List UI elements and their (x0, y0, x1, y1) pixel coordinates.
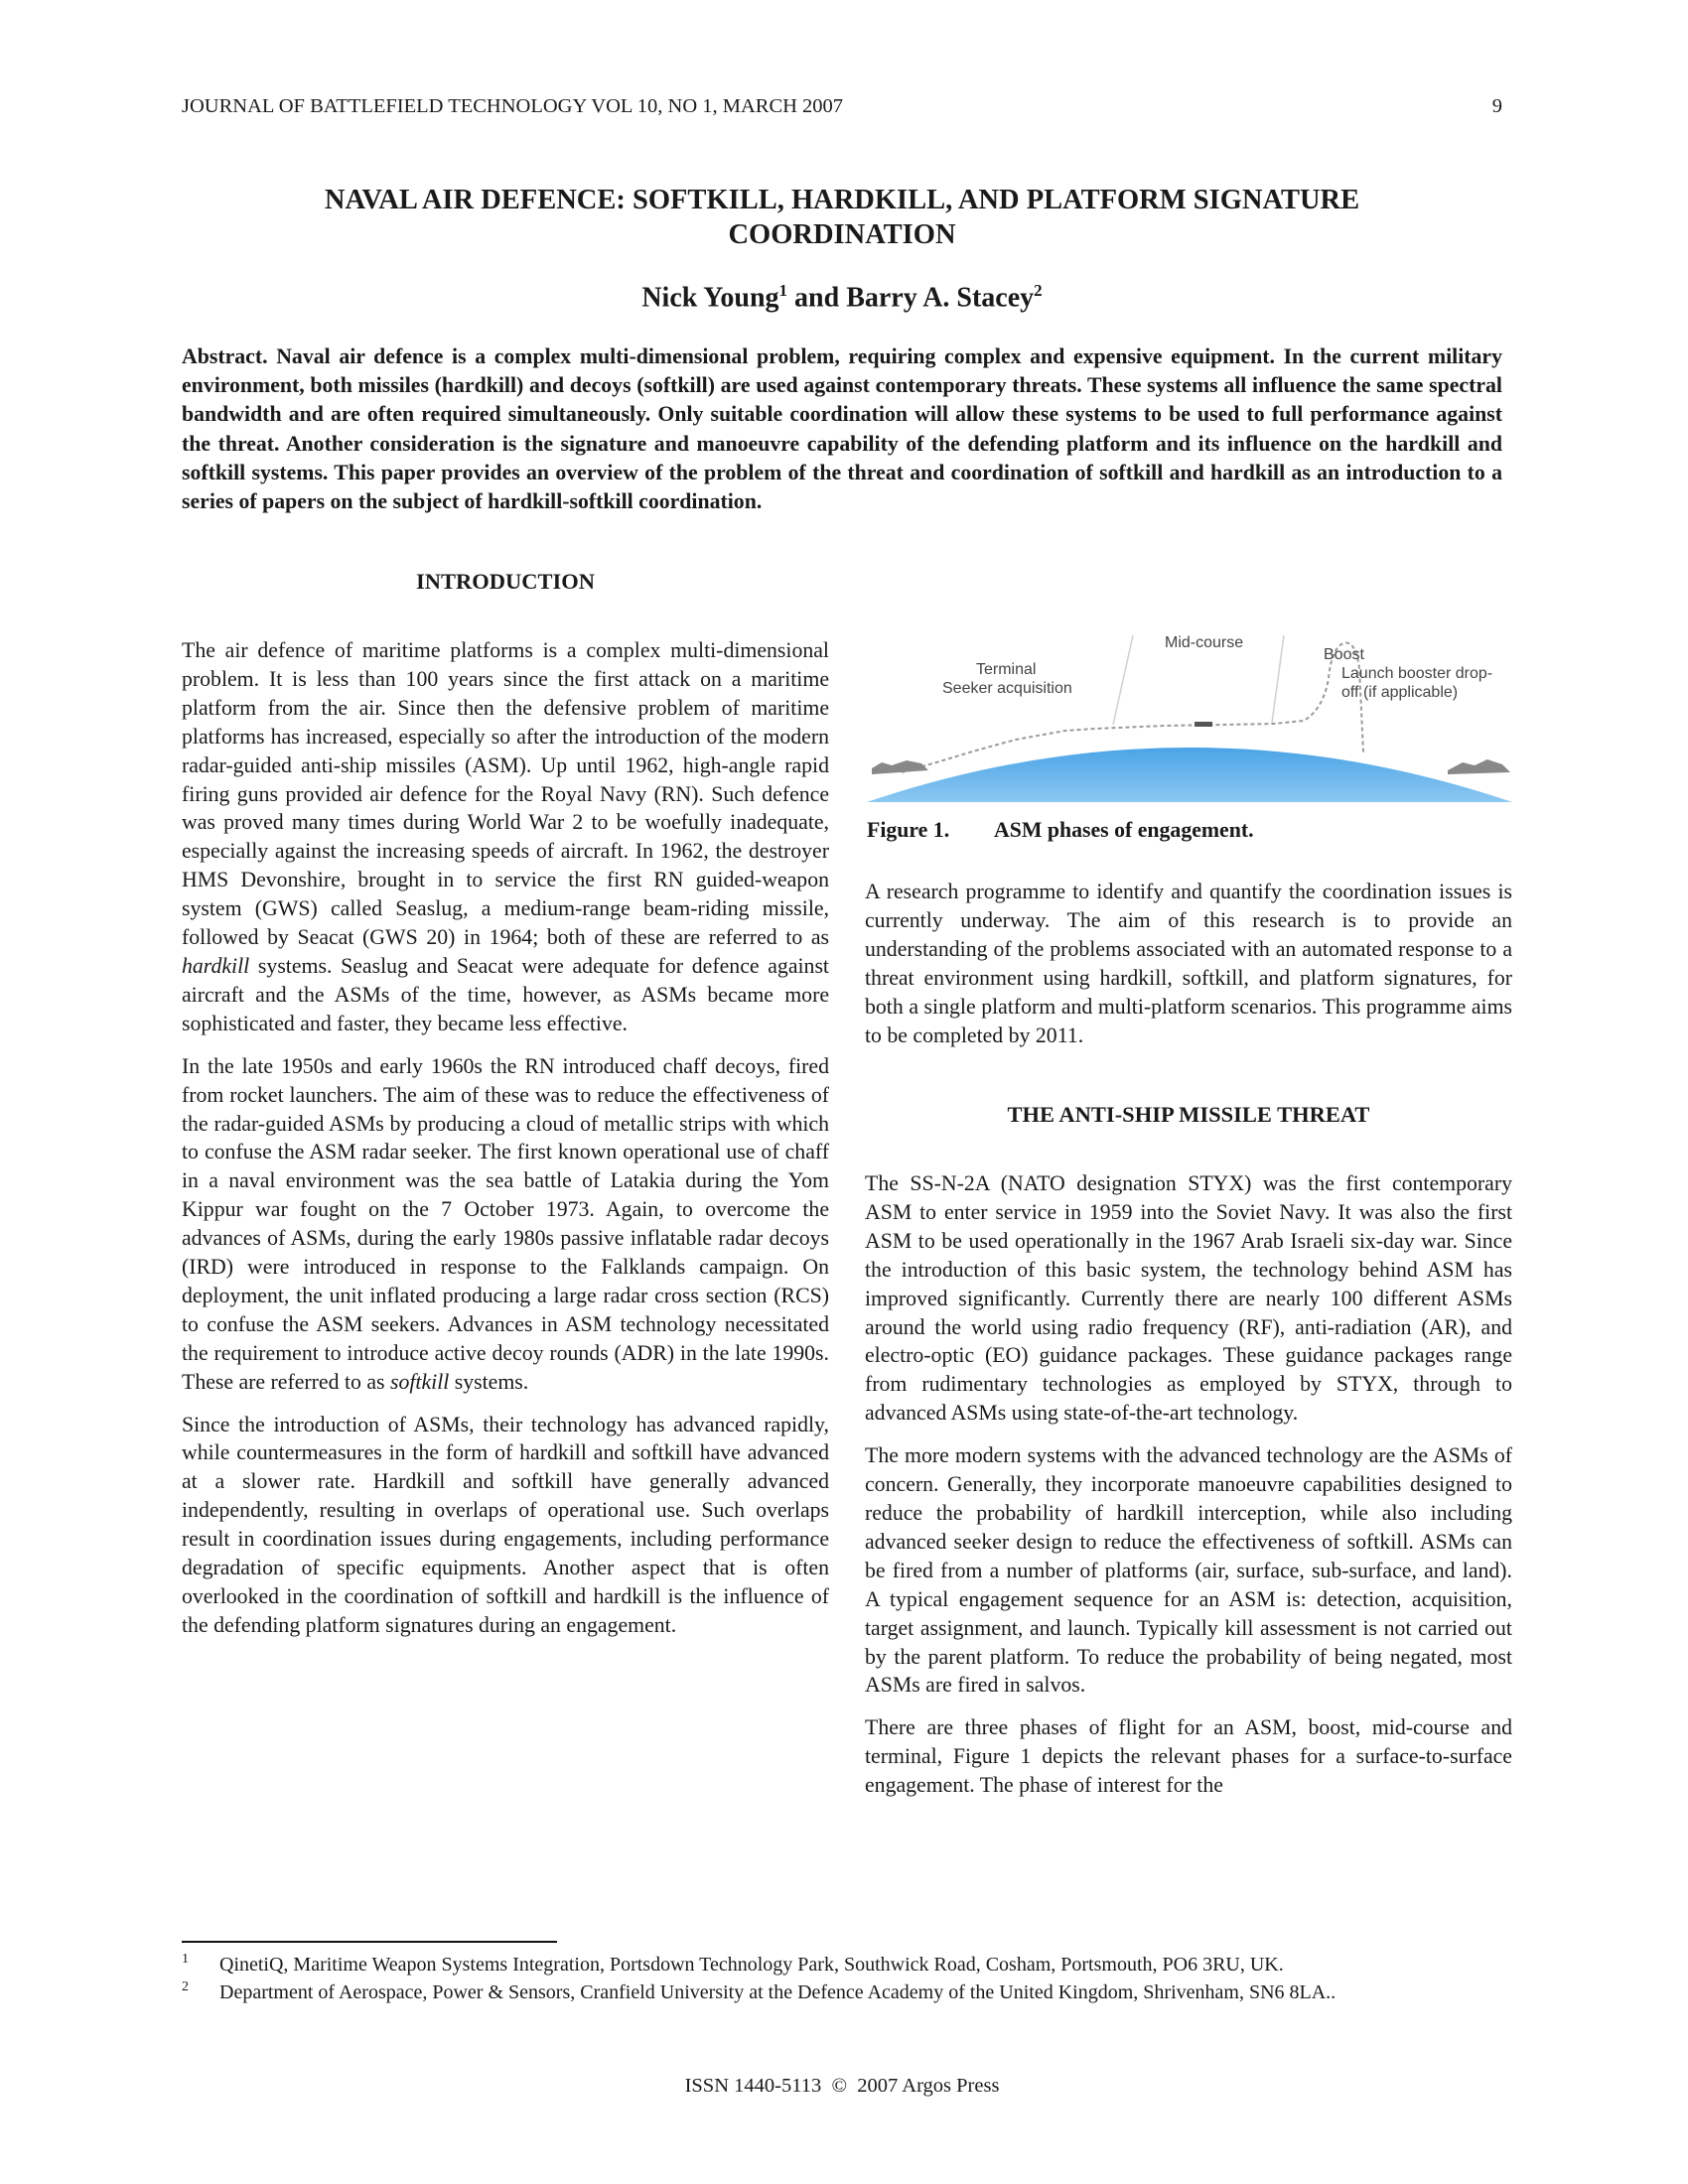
figure-diagram (867, 623, 1512, 804)
author-conjunction: and (787, 282, 847, 314)
ship-target (872, 760, 928, 774)
research-paragraph: A research programme to identify and quantify the coordination issues is currently underway. The aim of this research is to provide an understanding of the problems associated with an automated response to a threat environment using hardkill, softkill, and platform signatures, for both a single platform and multi-platform scenarios. This programme aims to be completed by 2011. (865, 880, 1512, 1047)
journal-title: JOURNAL OF BATTLEFIELD TECHNOLOGY VOL 10, NO 1, MARCH 2007 (182, 95, 844, 117)
label-launch-2: off (if applicable) (1341, 684, 1459, 701)
label-terminal: Terminal (976, 661, 1037, 678)
title-line-2: COORDINATION (728, 219, 956, 250)
label-boost: Boost (1324, 646, 1364, 663)
right-column-research (865, 878, 1512, 1063)
intro-p1-text-b: systems. Seaslug and Seacat were adequate for defence against aircraft and the ASMs of the time, however, as ASMs became more sophisticated and faster, they became less effective. (182, 953, 829, 1035)
threat-heading: THE ANTI-SHIP MISSILE THREAT (1007, 1102, 1370, 1127)
footnote-2-number: 2 (182, 1979, 189, 1994)
intro-p1-emphasis: hardkill (182, 953, 250, 978)
footnote-1-text: QinetiQ, Maritime Weapon Systems Integration, Portsdown Technology Park, Southwick Road, Cosham, Portsmouth, PO6 3RU, UK. (219, 1954, 1284, 1976)
footnote-1-number: 1 (182, 1952, 189, 1967)
paper-title (182, 183, 1502, 252)
phase-divider-1 (1113, 635, 1133, 725)
footnote-1 (182, 1952, 1502, 1978)
page-number: 9 (1491, 95, 1502, 117)
ship-launcher (1448, 759, 1510, 774)
threat-paragraph-3: There are three phases of flight for an ASM, boost, mid-course and terminal, Figure 1 depicts the relevant phases for a surface-to-surface engagement. The phase of interest for the (865, 1715, 1512, 1798)
footnote-rule (182, 1941, 557, 1943)
threat-paragraph-1: The SS-N-2A (NATO designation STYX) was the first contemporary ASM to enter service in 1959 into the Soviet Navy. It was also the first ASM to be used operationally in the 1967 Arab Israeli six-day war. Since the introduction of this basic system, the technology behind ASM has improved significantly. Currently there are nearly 100 different ASMs around the world using radio frequency (RF), anti-radiation (AR), and electro-optic (EO) guidance packages. These guidance packages range from rudimentary technologies as employed by STYX, through to advanced ASMs using state-of-the-art technology. (865, 1171, 1512, 1426)
author-1-affil: 1 (778, 281, 788, 300)
figure-caption-text: ASM phases of engagement. (994, 818, 1254, 842)
intro-paragraph-3: Since the introduction of ASMs, their technology has advanced rapidly, while countermeasures in the form of hardkill and softkill have advanced at a slower rate. Hardkill and softkill have generally advanced independently, resulting in overlaps of operational use. Such overlaps result in coordination issues during engagements, including performance degradation of specific equipments. Another aspect that is often overlooked in the coordination of softkill and hardkill is the influence of the defending platform signatures during an engagement. (182, 1412, 829, 1637)
introduction-heading: INTRODUCTION (415, 569, 596, 594)
intro-p1-text-a: The air defence of maritime platforms is a complex multi-dimensional problem. It is less than 100 years since the first attack on a maritime platform from the air. Since then the defensive problem of maritime platforms has increased, especially so after the introduction of the modern radar-guided anti-ship missiles (ASM). Up until 1962, high-angle rapid firing guns provided air defence for the Royal Navy (RN). Such defence was proved many times during World War 2 to be woefully inadequate, especially against the increasing speeds of aircraft. In 1962, the destroyer HMS Devonshire, brought in to service the first RN guided-weapon system (GWS) called Seaslug, a medium-range beam-riding missile, followed by Seacat (GWS 20) in 1964; both of these are referred to as (182, 638, 829, 950)
intro-paragraph-2 (182, 1052, 829, 1397)
author-list (182, 281, 1502, 314)
sea-surface (867, 748, 1512, 802)
author-2-affil: 2 (1034, 281, 1043, 300)
footnote-2 (182, 1979, 1502, 2005)
author-1: Nick Young (641, 282, 779, 314)
figure-caption-label: Figure 1. (867, 818, 950, 842)
right-column-threat (865, 1169, 1512, 1814)
label-launch-1: Launch booster drop- (1341, 665, 1493, 682)
threat-paragraph-2: The more modern systems with the advanced technology are the ASMs of concern. Generally, they incorporate manoeuvre capabilities designed to reduce the probability of hardkill interception, while also including advanced seeker design to reduce the effectiveness of softkill. ASMs can be fired from a number of platforms (air, surface, sub-surface, and land). A typical engagement sequence for an ASM is: detection, acquisition, target assignment, and launch. Typically kill assessment is not carried out by the parent platform. To reduce the probability of being negated, most ASMs are fired in salvos. (865, 1443, 1512, 1698)
footnotes (182, 1952, 1502, 2007)
running-head (182, 95, 1502, 123)
left-column (182, 636, 829, 1654)
page-footer: ISSN 1440-5113 © 2007 Argos Press (684, 2075, 1000, 2097)
intro-p2-text-a: In the late 1950s and early 1960s the RN introduced chaff decoys, fired from rocket launchers. The aim of these was to reduce the effectiveness of the radar-guided ASMs by producing a cloud of metallic strips with which to confuse the ASM radar seeker. The first known operational use of chaff in a naval environment was the sea battle of Latakia during the Yom Kippur war fought on the 7 October 1973. Again, to overcome the advances of ASMs, during the early 1980s passive inflatable radar decoys (IRD) were introduced in response to the Falklands campaign. On deployment, the unit inflated producing a large radar cross section (RCS) to confuse the ASM seekers. Advances in ASM technology necessitated the requirement to introduce active decoy rounds (ADR) in the late 1990s. These are referred to as (182, 1053, 829, 1394)
label-midcourse: Mid-course (1165, 634, 1244, 651)
label-seeker: Seeker acquisition (942, 680, 1072, 697)
figure-caption (867, 818, 1512, 843)
author-2: Barry A. Stacey (846, 282, 1035, 314)
abstract: Abstract. Naval air defence is a complex multi-dimensional problem, requiring complex and expensive equipment. In the current military environment, both missiles (hardkill) and decoys (softkill) are used against contemporary threats. These systems all influence the same spectral bandwidth and are often required simultaneously. Only suitable coordination will allow these systems to be used to full performance against the threat. Another consideration is the signature and manoeuvre capability of the defending platform and its influence on the hardkill and softkill systems. This paper provides an overview of the problem of the threat and coordination of softkill and hardkill as an introduction to a series of papers on the subject of hardkill-softkill coordination. (182, 344, 1502, 514)
intro-p2-emphasis: softkill (389, 1369, 450, 1394)
footnote-2-text: Department of Aerospace, Power & Sensors, Cranfield University at the Defence Academy of the United Kingdom, Shrivenham, SN6 8LA.. (219, 1981, 1336, 2003)
figure-asm-phases (867, 623, 1512, 804)
phase-divider-2 (1272, 635, 1284, 723)
title-line-1: NAVAL AIR DEFENCE: SOFTKILL, HARDKILL, AND PLATFORM SIGNATURE (324, 185, 1360, 215)
intro-p2-text-b: systems. (449, 1369, 529, 1394)
missile-marker (1195, 722, 1212, 727)
intro-paragraph-1 (182, 636, 829, 1038)
